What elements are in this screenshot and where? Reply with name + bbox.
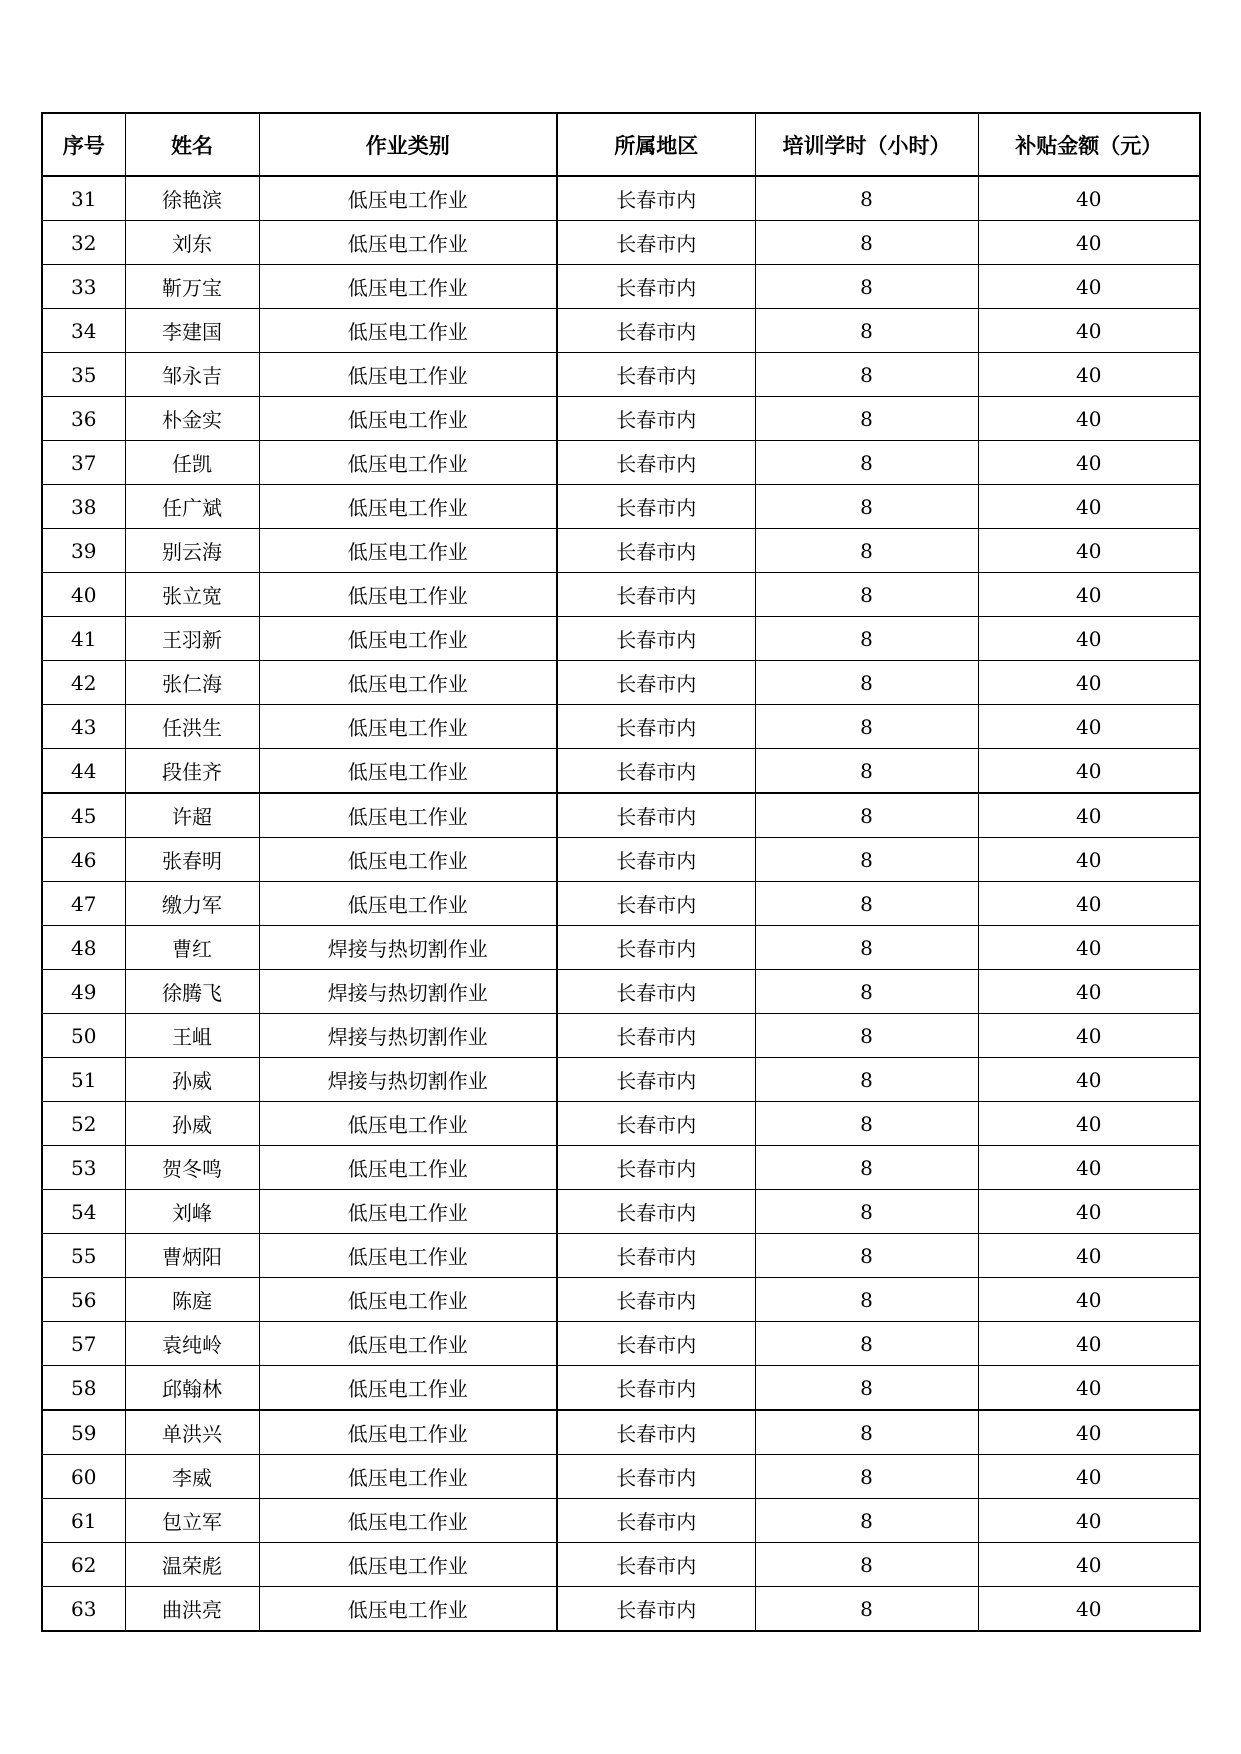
table-row xyxy=(42,1278,1200,1322)
cell-subsidy-amount: 40 xyxy=(978,265,1200,309)
cell-job-category: 低压电工作业 xyxy=(259,1366,557,1411)
cell-name: 张春明 xyxy=(125,838,259,882)
cell-region: 长春市内 xyxy=(557,838,755,882)
cell-name: 刘东 xyxy=(125,221,259,265)
table-row xyxy=(42,1499,1200,1543)
cell-region: 长春市内 xyxy=(557,926,755,970)
cell-subsidy-amount: 40 xyxy=(978,661,1200,705)
cell-region: 长春市内 xyxy=(557,221,755,265)
cell-region: 长春市内 xyxy=(557,176,755,221)
cell-name: 李威 xyxy=(125,1455,259,1499)
cell-training-hours: 8 xyxy=(755,529,978,573)
cell-training-hours: 8 xyxy=(755,441,978,485)
cell-training-hours: 8 xyxy=(755,705,978,749)
cell-job-category: 低压电工作业 xyxy=(259,882,557,926)
cell-index: 61 xyxy=(42,1499,125,1543)
cell-name: 徐腾飞 xyxy=(125,970,259,1014)
cell-region: 长春市内 xyxy=(557,970,755,1014)
cell-index: 37 xyxy=(42,441,125,485)
subsidy-roster-table xyxy=(41,112,1201,1632)
cell-job-category: 低压电工作业 xyxy=(259,265,557,309)
cell-subsidy-amount: 40 xyxy=(978,309,1200,353)
cell-region: 长春市内 xyxy=(557,705,755,749)
cell-name: 任广斌 xyxy=(125,485,259,529)
cell-region: 长春市内 xyxy=(557,1455,755,1499)
cell-job-category: 焊接与热切割作业 xyxy=(259,970,557,1014)
cell-job-category: 低压电工作业 xyxy=(259,353,557,397)
cell-subsidy-amount: 40 xyxy=(978,882,1200,926)
cell-subsidy-amount: 40 xyxy=(978,529,1200,573)
cell-name: 温荣彪 xyxy=(125,1543,259,1587)
cell-training-hours: 8 xyxy=(755,1587,978,1632)
cell-subsidy-amount: 40 xyxy=(978,573,1200,617)
table-row xyxy=(42,1058,1200,1102)
cell-index: 36 xyxy=(42,397,125,441)
cell-name: 曲洪亮 xyxy=(125,1587,259,1632)
cell-subsidy-amount: 40 xyxy=(978,1146,1200,1190)
cell-job-category: 焊接与热切割作业 xyxy=(259,1014,557,1058)
table-row xyxy=(42,1234,1200,1278)
cell-name: 邹永吉 xyxy=(125,353,259,397)
cell-name: 包立军 xyxy=(125,1499,259,1543)
cell-training-hours: 8 xyxy=(755,1146,978,1190)
header-row xyxy=(42,113,1200,176)
cell-index: 41 xyxy=(42,617,125,661)
cell-region: 长春市内 xyxy=(557,397,755,441)
cell-job-category: 低压电工作业 xyxy=(259,1499,557,1543)
cell-subsidy-amount: 40 xyxy=(978,1058,1200,1102)
cell-index: 53 xyxy=(42,1146,125,1190)
cell-training-hours: 8 xyxy=(755,1014,978,1058)
cell-index: 63 xyxy=(42,1587,125,1632)
cell-subsidy-amount: 40 xyxy=(978,1543,1200,1587)
cell-name: 缴力军 xyxy=(125,882,259,926)
cell-subsidy-amount: 40 xyxy=(978,397,1200,441)
table-row xyxy=(42,529,1200,573)
table-row xyxy=(42,749,1200,794)
cell-region: 长春市内 xyxy=(557,1543,755,1587)
cell-name: 曹炳阳 xyxy=(125,1234,259,1278)
header-job-category: 作业类别 xyxy=(259,113,557,176)
cell-region: 长春市内 xyxy=(557,1234,755,1278)
cell-training-hours: 8 xyxy=(755,309,978,353)
cell-job-category: 低压电工作业 xyxy=(259,221,557,265)
cell-subsidy-amount: 40 xyxy=(978,1499,1200,1543)
table-row xyxy=(42,1366,1200,1411)
cell-index: 45 xyxy=(42,793,125,838)
cell-region: 长春市内 xyxy=(557,882,755,926)
cell-subsidy-amount: 40 xyxy=(978,1014,1200,1058)
cell-training-hours: 8 xyxy=(755,176,978,221)
cell-training-hours: 8 xyxy=(755,926,978,970)
cell-training-hours: 8 xyxy=(755,1455,978,1499)
cell-name: 李建国 xyxy=(125,309,259,353)
cell-region: 长春市内 xyxy=(557,1102,755,1146)
cell-index: 38 xyxy=(42,485,125,529)
cell-subsidy-amount: 40 xyxy=(978,1455,1200,1499)
cell-region: 长春市内 xyxy=(557,265,755,309)
cell-name: 曹红 xyxy=(125,926,259,970)
cell-job-category: 低压电工作业 xyxy=(259,617,557,661)
cell-training-hours: 8 xyxy=(755,617,978,661)
cell-index: 42 xyxy=(42,661,125,705)
cell-subsidy-amount: 40 xyxy=(978,838,1200,882)
table-row xyxy=(42,617,1200,661)
cell-name: 张仁海 xyxy=(125,661,259,705)
cell-subsidy-amount: 40 xyxy=(978,1366,1200,1411)
cell-index: 46 xyxy=(42,838,125,882)
cell-training-hours: 8 xyxy=(755,970,978,1014)
cell-job-category: 低压电工作业 xyxy=(259,1322,557,1366)
cell-subsidy-amount: 40 xyxy=(978,353,1200,397)
cell-job-category: 低压电工作业 xyxy=(259,705,557,749)
cell-index: 54 xyxy=(42,1190,125,1234)
table-row xyxy=(42,1102,1200,1146)
cell-job-category: 低压电工作业 xyxy=(259,749,557,794)
cell-name: 袁纯岭 xyxy=(125,1322,259,1366)
table-row xyxy=(42,705,1200,749)
cell-job-category: 低压电工作业 xyxy=(259,485,557,529)
cell-job-category: 低压电工作业 xyxy=(259,1410,557,1455)
cell-region: 长春市内 xyxy=(557,1587,755,1632)
table-row xyxy=(42,1190,1200,1234)
cell-name: 贺冬鸣 xyxy=(125,1146,259,1190)
cell-training-hours: 8 xyxy=(755,1410,978,1455)
cell-name: 许超 xyxy=(125,793,259,838)
cell-region: 长春市内 xyxy=(557,1322,755,1366)
table-row xyxy=(42,1410,1200,1455)
header-training-hours: 培训学时（小时） xyxy=(755,113,978,176)
table-row xyxy=(42,309,1200,353)
cell-subsidy-amount: 40 xyxy=(978,705,1200,749)
cell-index: 35 xyxy=(42,353,125,397)
cell-job-category: 低压电工作业 xyxy=(259,573,557,617)
cell-subsidy-amount: 40 xyxy=(978,1234,1200,1278)
table-row xyxy=(42,838,1200,882)
cell-region: 长春市内 xyxy=(557,485,755,529)
cell-index: 34 xyxy=(42,309,125,353)
cell-index: 48 xyxy=(42,926,125,970)
table-row xyxy=(42,1146,1200,1190)
cell-job-category: 焊接与热切割作业 xyxy=(259,1058,557,1102)
cell-region: 长春市内 xyxy=(557,573,755,617)
cell-region: 长春市内 xyxy=(557,353,755,397)
cell-training-hours: 8 xyxy=(755,1278,978,1322)
cell-region: 长春市内 xyxy=(557,617,755,661)
cell-index: 55 xyxy=(42,1234,125,1278)
cell-name: 刘峰 xyxy=(125,1190,259,1234)
cell-training-hours: 8 xyxy=(755,1499,978,1543)
cell-region: 长春市内 xyxy=(557,529,755,573)
cell-name: 张立宽 xyxy=(125,573,259,617)
cell-index: 44 xyxy=(42,749,125,794)
table-row xyxy=(42,793,1200,838)
cell-index: 33 xyxy=(42,265,125,309)
cell-subsidy-amount: 40 xyxy=(978,1190,1200,1234)
cell-subsidy-amount: 40 xyxy=(978,176,1200,221)
cell-index: 59 xyxy=(42,1410,125,1455)
cell-region: 长春市内 xyxy=(557,309,755,353)
header-region: 所属地区 xyxy=(557,113,755,176)
cell-training-hours: 8 xyxy=(755,793,978,838)
cell-training-hours: 8 xyxy=(755,485,978,529)
cell-training-hours: 8 xyxy=(755,1102,978,1146)
cell-index: 40 xyxy=(42,573,125,617)
cell-subsidy-amount: 40 xyxy=(978,221,1200,265)
cell-region: 长春市内 xyxy=(557,1058,755,1102)
cell-index: 56 xyxy=(42,1278,125,1322)
cell-name: 别云海 xyxy=(125,529,259,573)
cell-job-category: 低压电工作业 xyxy=(259,1587,557,1632)
table-row xyxy=(42,1014,1200,1058)
cell-training-hours: 8 xyxy=(755,265,978,309)
cell-subsidy-amount: 40 xyxy=(978,793,1200,838)
cell-job-category: 低压电工作业 xyxy=(259,1102,557,1146)
cell-name: 孙威 xyxy=(125,1102,259,1146)
cell-name: 徐艳滨 xyxy=(125,176,259,221)
table-row xyxy=(42,221,1200,265)
cell-name: 单洪兴 xyxy=(125,1410,259,1455)
table-row xyxy=(42,573,1200,617)
cell-name: 陈庭 xyxy=(125,1278,259,1322)
cell-job-category: 低压电工作业 xyxy=(259,441,557,485)
cell-region: 长春市内 xyxy=(557,793,755,838)
cell-name: 王岨 xyxy=(125,1014,259,1058)
table-body xyxy=(42,176,1200,1631)
cell-region: 长春市内 xyxy=(557,661,755,705)
cell-subsidy-amount: 40 xyxy=(978,1278,1200,1322)
cell-job-category: 低压电工作业 xyxy=(259,661,557,705)
cell-index: 39 xyxy=(42,529,125,573)
cell-index: 51 xyxy=(42,1058,125,1102)
cell-region: 长春市内 xyxy=(557,1499,755,1543)
cell-job-category: 低压电工作业 xyxy=(259,1278,557,1322)
cell-name: 任凯 xyxy=(125,441,259,485)
cell-index: 43 xyxy=(42,705,125,749)
header-index: 序号 xyxy=(42,113,125,176)
table-row xyxy=(42,661,1200,705)
cell-region: 长春市内 xyxy=(557,1366,755,1411)
cell-index: 32 xyxy=(42,221,125,265)
cell-name: 邱翰林 xyxy=(125,1366,259,1411)
cell-job-category: 低压电工作业 xyxy=(259,1146,557,1190)
table-row xyxy=(42,1587,1200,1632)
cell-name: 朴金实 xyxy=(125,397,259,441)
cell-region: 长春市内 xyxy=(557,1014,755,1058)
table-row xyxy=(42,441,1200,485)
cell-subsidy-amount: 40 xyxy=(978,1587,1200,1632)
cell-index: 62 xyxy=(42,1543,125,1587)
table-row xyxy=(42,265,1200,309)
table-row xyxy=(42,485,1200,529)
cell-training-hours: 8 xyxy=(755,1058,978,1102)
table-header xyxy=(42,113,1200,176)
cell-job-category: 低压电工作业 xyxy=(259,1455,557,1499)
header-name: 姓名 xyxy=(125,113,259,176)
table-row xyxy=(42,1455,1200,1499)
cell-training-hours: 8 xyxy=(755,353,978,397)
cell-training-hours: 8 xyxy=(755,1543,978,1587)
cell-subsidy-amount: 40 xyxy=(978,441,1200,485)
cell-job-category: 低压电工作业 xyxy=(259,1234,557,1278)
cell-job-category: 低压电工作业 xyxy=(259,793,557,838)
cell-name: 王羽新 xyxy=(125,617,259,661)
cell-training-hours: 8 xyxy=(755,838,978,882)
cell-training-hours: 8 xyxy=(755,661,978,705)
cell-job-category: 低压电工作业 xyxy=(259,838,557,882)
cell-index: 52 xyxy=(42,1102,125,1146)
cell-index: 47 xyxy=(42,882,125,926)
cell-index: 60 xyxy=(42,1455,125,1499)
cell-training-hours: 8 xyxy=(755,1366,978,1411)
cell-job-category: 焊接与热切割作业 xyxy=(259,926,557,970)
table-row xyxy=(42,1543,1200,1587)
cell-region: 长春市内 xyxy=(557,1410,755,1455)
cell-subsidy-amount: 40 xyxy=(978,1102,1200,1146)
cell-job-category: 低压电工作业 xyxy=(259,176,557,221)
cell-training-hours: 8 xyxy=(755,1234,978,1278)
cell-subsidy-amount: 40 xyxy=(978,970,1200,1014)
cell-training-hours: 8 xyxy=(755,573,978,617)
cell-name: 靳万宝 xyxy=(125,265,259,309)
cell-job-category: 低压电工作业 xyxy=(259,397,557,441)
cell-subsidy-amount: 40 xyxy=(978,1322,1200,1366)
table-row xyxy=(42,926,1200,970)
cell-training-hours: 8 xyxy=(755,397,978,441)
cell-region: 长春市内 xyxy=(557,441,755,485)
cell-subsidy-amount: 40 xyxy=(978,926,1200,970)
cell-job-category: 低压电工作业 xyxy=(259,309,557,353)
cell-index: 50 xyxy=(42,1014,125,1058)
cell-subsidy-amount: 40 xyxy=(978,617,1200,661)
cell-training-hours: 8 xyxy=(755,1190,978,1234)
cell-training-hours: 8 xyxy=(755,221,978,265)
cell-training-hours: 8 xyxy=(755,1322,978,1366)
cell-job-category: 低压电工作业 xyxy=(259,1543,557,1587)
header-subsidy-amount: 补贴金额（元） xyxy=(978,113,1200,176)
cell-job-category: 低压电工作业 xyxy=(259,1190,557,1234)
cell-index: 31 xyxy=(42,176,125,221)
cell-region: 长春市内 xyxy=(557,1278,755,1322)
cell-region: 长春市内 xyxy=(557,749,755,794)
table-row xyxy=(42,882,1200,926)
table-row xyxy=(42,1322,1200,1366)
cell-index: 49 xyxy=(42,970,125,1014)
cell-subsidy-amount: 40 xyxy=(978,485,1200,529)
cell-training-hours: 8 xyxy=(755,749,978,794)
table-row xyxy=(42,397,1200,441)
cell-job-category: 低压电工作业 xyxy=(259,529,557,573)
cell-region: 长春市内 xyxy=(557,1190,755,1234)
cell-index: 58 xyxy=(42,1366,125,1411)
cell-subsidy-amount: 40 xyxy=(978,1410,1200,1455)
cell-name: 任洪生 xyxy=(125,705,259,749)
cell-training-hours: 8 xyxy=(755,882,978,926)
cell-name: 孙威 xyxy=(125,1058,259,1102)
table-row xyxy=(42,176,1200,221)
table-row xyxy=(42,970,1200,1014)
cell-name: 段佳齐 xyxy=(125,749,259,794)
table-row xyxy=(42,353,1200,397)
cell-region: 长春市内 xyxy=(557,1146,755,1190)
cell-subsidy-amount: 40 xyxy=(978,749,1200,794)
cell-index: 57 xyxy=(42,1322,125,1366)
